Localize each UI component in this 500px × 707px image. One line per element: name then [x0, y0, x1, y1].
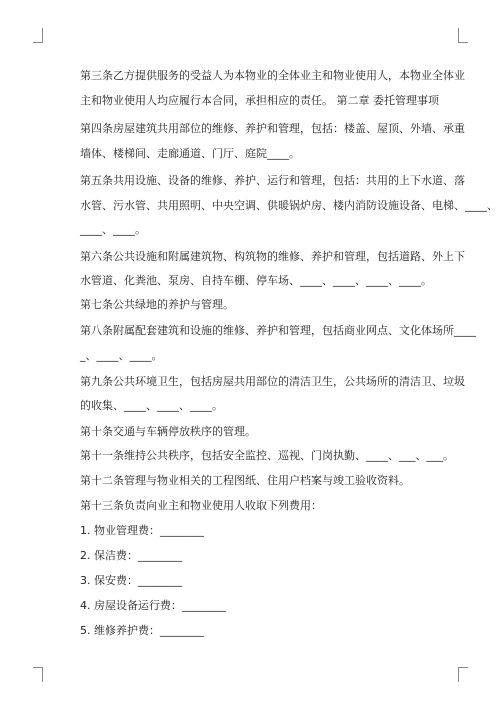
fee-item-2: 2. 保洁费：________ — [80, 549, 182, 562]
article-5-line-3: ____、____。 — [80, 223, 146, 236]
article-6-line-1: 第六条公共设施和附属建筑物、构筑物的维修、养护和管理，包括道路、外上下 — [80, 250, 465, 263]
article-13-line-1: 第十三条负责向业主和物业使用人收取下列费用： — [80, 499, 322, 512]
article-8-line-1: 第八条附属配套建筑和设施的维修、养护和管理，包括商业网点、文化体场所____ — [80, 324, 476, 337]
crop-mark-top-left — [33, 28, 43, 43]
article-5-line-2: 水管、污水管、共用照明、中央空调、供暖锅炉房、楼内消防设施设备、电梯、____、 — [80, 199, 498, 212]
crop-mark-bottom-left — [33, 667, 43, 682]
article-9-line-2: 的收集、____、____、____。 — [80, 399, 223, 412]
article-3-line-2: 主和物业使用人均应履行本合同，承担相应的责任。 第二章 委托管理事项 — [80, 94, 439, 107]
article-4-line-2: 墙体、楼梯间、走廊通道、门厅、庭院____。 — [80, 147, 300, 160]
article-10-line-1: 第十条交通与车辆停放秩序的管理。 — [80, 425, 256, 438]
article-3-line-1: 第三条乙方提供服务的受益人为本物业的全体业主和物业使用人，本物业全体业 — [80, 69, 465, 82]
article-9-line-1: 第九条公共环境卫生，包括房屋共用部位的清洁卫生，公共场所的清洁卫、垃圾 — [80, 375, 465, 388]
crop-mark-bottom-right — [458, 667, 468, 682]
fee-item-1: 1. 物业管理费：________ — [80, 524, 204, 537]
article-12-line-1: 第十二条管理与物业相关的工程图纸、住用户档案与竣工验收资料。 — [80, 474, 410, 487]
article-7-line-1: 第七条公共绿地的养护与管理。 — [80, 298, 234, 311]
article-4-line-1: 第四条房屋建筑共用部位的维修、养护和管理，包括：楼盖、屋顶、外墙、承重 — [80, 122, 465, 135]
article-5-line-1: 第五条共用设施、设备的维修、养护、运行和管理，包括：共用的上下水道、落 — [80, 174, 465, 187]
crop-mark-top-right — [458, 28, 468, 43]
fee-item-3: 3. 保安费：________ — [80, 574, 182, 587]
article-11-line-1: 第十一条维持公共秩序，包括安全监控、巡视、门岗执勤、____、___、___。 — [80, 449, 454, 462]
article-6-line-2: 水管道、化粪池、泵房、自持车棚、停车场、____、____、____、____。 — [80, 274, 432, 287]
article-8-line-2: _、____、____。 — [80, 349, 163, 362]
fee-item-5: 5. 维修养护费：________ — [80, 624, 204, 637]
fee-item-4: 4. 房屋设备运行费：________ — [80, 599, 226, 612]
